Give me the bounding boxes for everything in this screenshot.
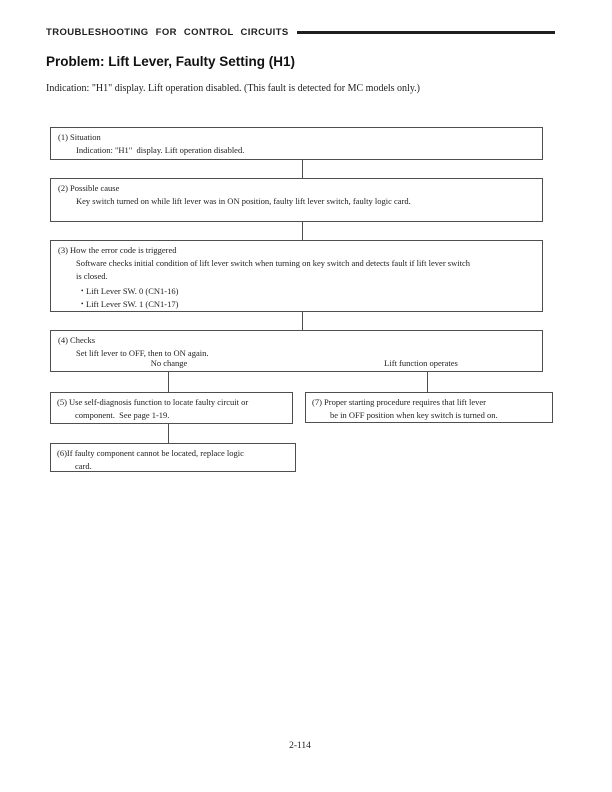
situation-body: Indication: "H1" display. Lift operation disabled. [76,145,245,155]
trigger-body-line-2: is closed. [76,271,108,281]
page-number: 2-114 [289,741,311,751]
connector-line [302,222,303,240]
trigger-body-line-1: Software checks initial condition of lift lever switch when turning on key switch and detects fault if lift lever switch [76,258,470,268]
page-title: Problem: Lift Lever, Faulty Setting (H1) [46,54,296,69]
connector-line [168,424,169,443]
starting-procedure-line-1: (7) Proper starting procedure requires that lift lever [312,397,486,407]
bullet-icon: • [81,300,84,308]
situation-box [50,127,543,160]
situation-heading: (1) Situation [58,132,101,142]
possible-cause-body: Key switch turned on while lift lever was in ON position, faulty lift lever switch, faulty logic card. [76,196,411,206]
replace-logic-card-line-2: card. [75,461,92,471]
self-diagnosis-box [50,392,293,424]
possible-cause-box [50,178,543,222]
page-header: TROUBLESHOOTING FOR CONTROL CIRCUITS [46,27,289,38]
trigger-heading: (3) How the error code is triggered [58,245,177,255]
connector-line [427,372,428,392]
list-item [81,298,542,311]
header-rule [297,31,555,34]
self-diagnosis-line-2: component. See page 1-19. [75,410,170,420]
connector-line [302,312,303,330]
branch-label-lift-function-operates: Lift function operates [384,358,458,368]
indication-text: Indication: "H1" display. Lift operation disabled. (This fault is detected for MC models only.) [46,83,421,94]
replace-logic-card-box [50,443,296,472]
checks-body: Set lift lever to OFF, then to ON again. [76,348,209,358]
self-diagnosis-line-1: (5) Use self-diagnosis function to locate faulty circuit or [57,397,249,407]
checks-box [50,330,543,372]
connector-line [302,160,303,178]
replace-logic-card-line-1: (6)If faulty component cannot be located, replace logic [57,448,244,458]
checks-heading: (4) Checks [58,335,96,345]
bullet-icon: • [81,287,84,295]
list-item [81,285,542,298]
trigger-bullet-list [81,285,542,311]
starting-procedure-line-2: be in OFF position when key switch is turned on. [330,410,498,420]
trigger-box [50,240,543,312]
bullet-text: Lift Lever SW. 1 (CN1-17) [86,299,179,309]
starting-procedure-box [305,392,553,423]
branch-label-no-change: No change [150,358,188,368]
possible-cause-heading: (2) Possible cause [58,183,120,193]
connector-line [168,372,169,392]
bullet-text: Lift Lever SW. 0 (CN1-16) [86,286,179,296]
